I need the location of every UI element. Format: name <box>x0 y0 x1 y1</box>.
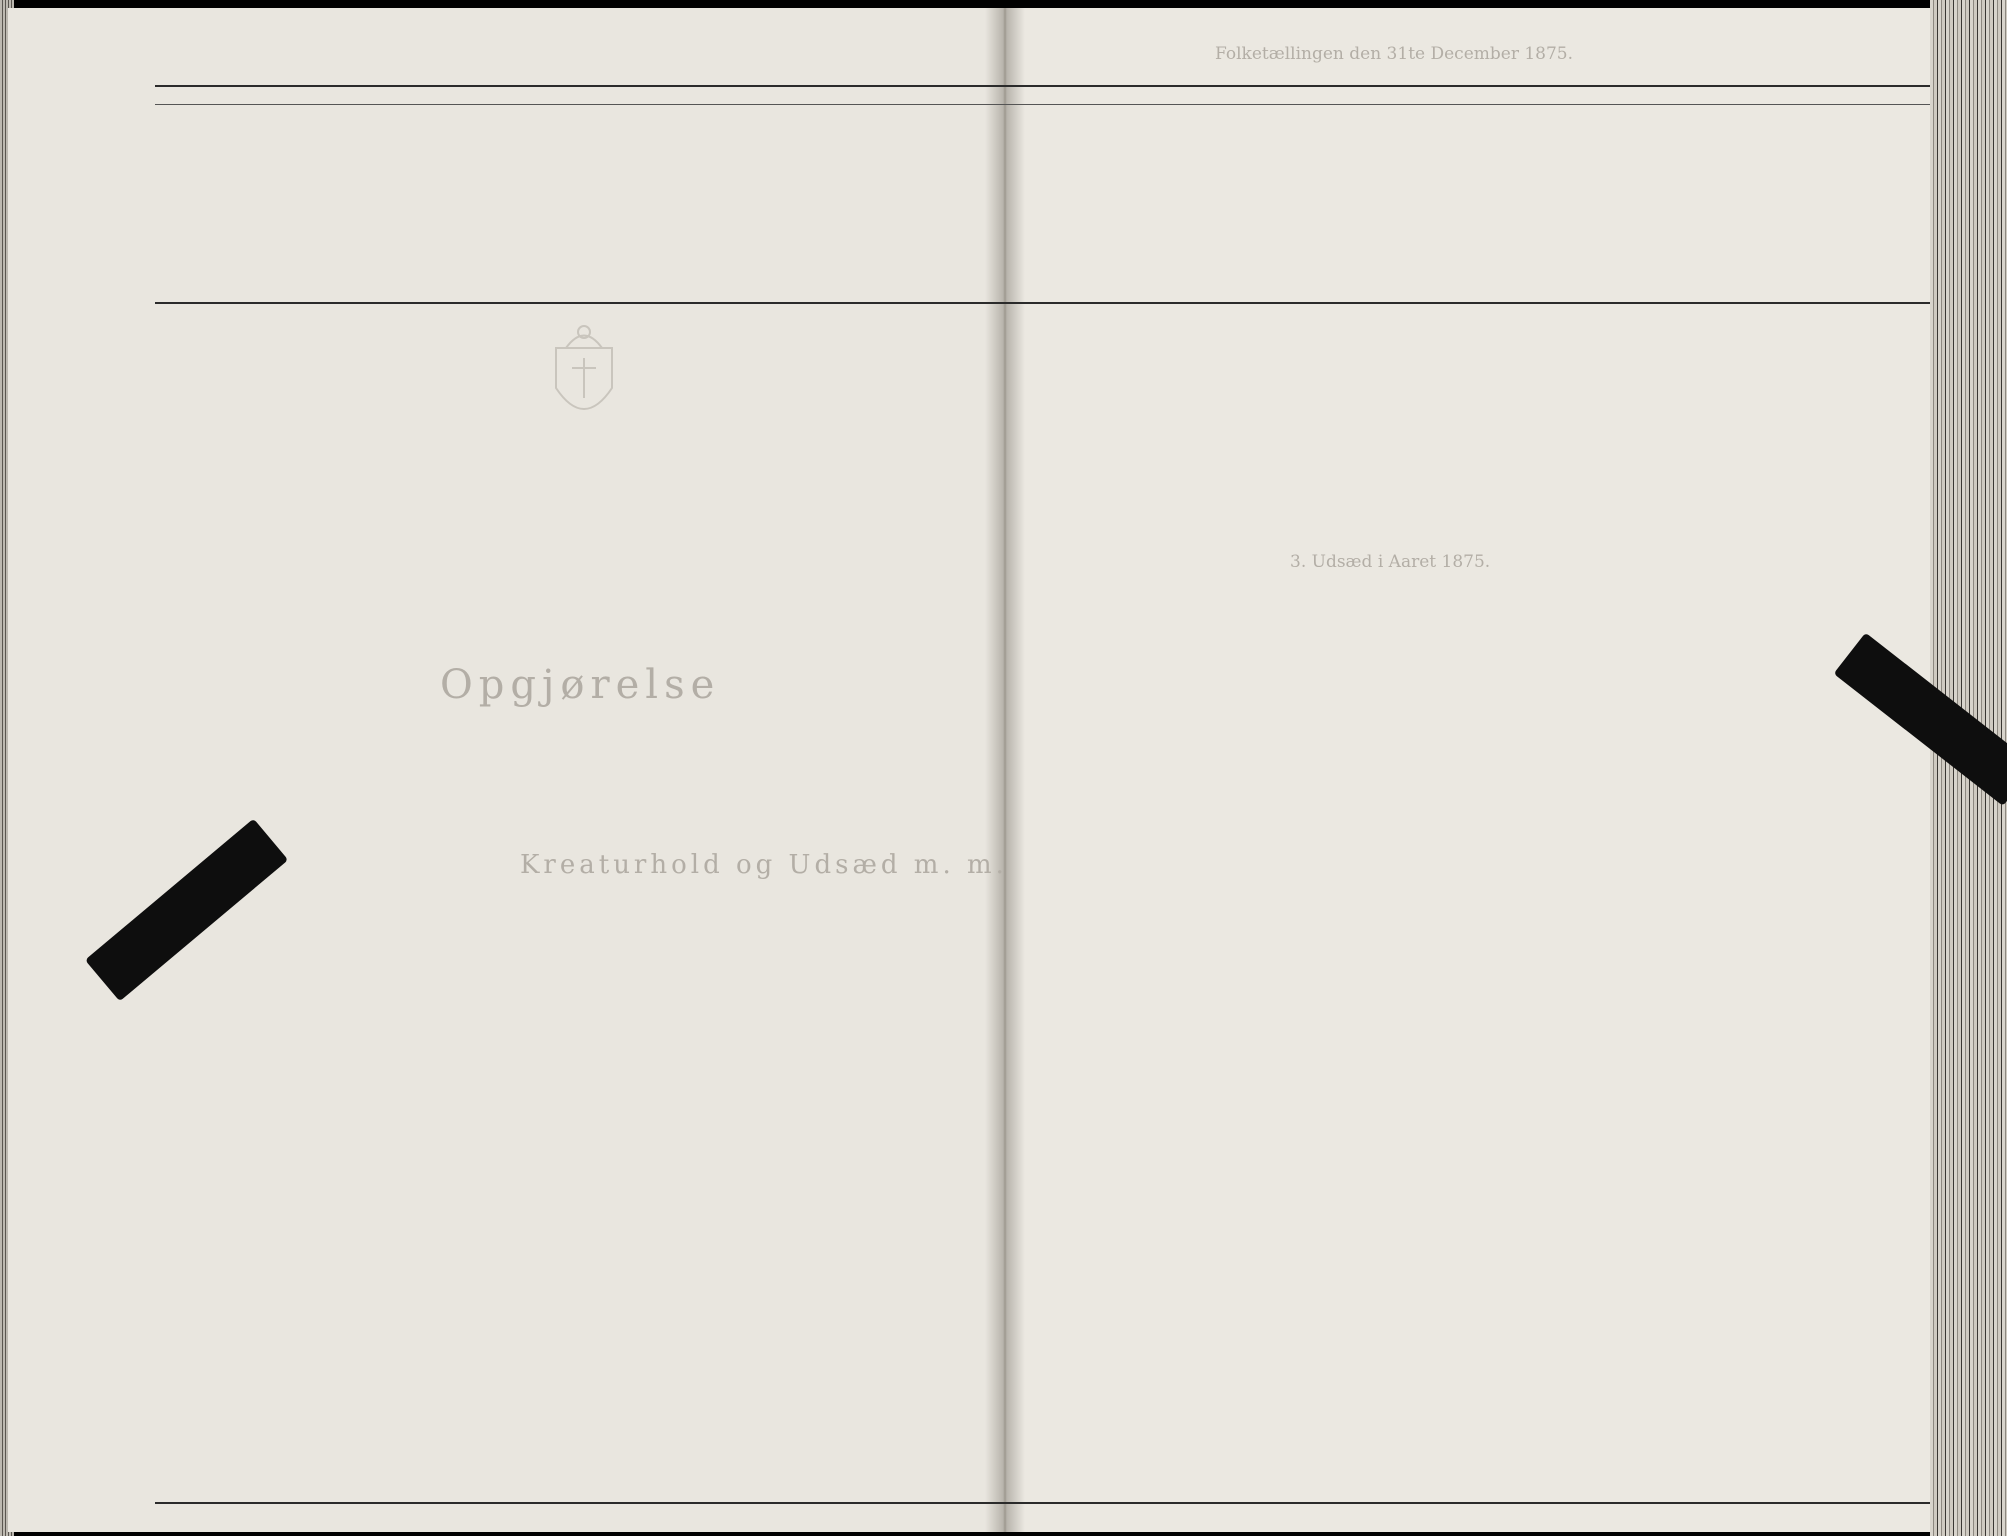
colnum-rule <box>155 104 1930 105</box>
bleed-through-text: Folketællingen den 31te December 1875. <box>1215 44 1574 64</box>
coat-of-arms-stamp <box>536 318 632 438</box>
bleed-through-text: Kreaturhold og Udsæd m. m. <box>520 850 1008 880</box>
header-bottom-rule <box>155 302 1930 304</box>
right-page <box>1000 8 1940 1532</box>
bleed-through-text: 3. Udsæd i Aaret 1875. <box>1290 552 1491 572</box>
bleed-through-text: Opgjørelse <box>440 662 721 708</box>
book-gutter <box>985 8 1025 1532</box>
left-page <box>8 8 1014 1532</box>
table-top-rule <box>155 85 1930 87</box>
table-bottom-rule <box>155 1502 1930 1504</box>
